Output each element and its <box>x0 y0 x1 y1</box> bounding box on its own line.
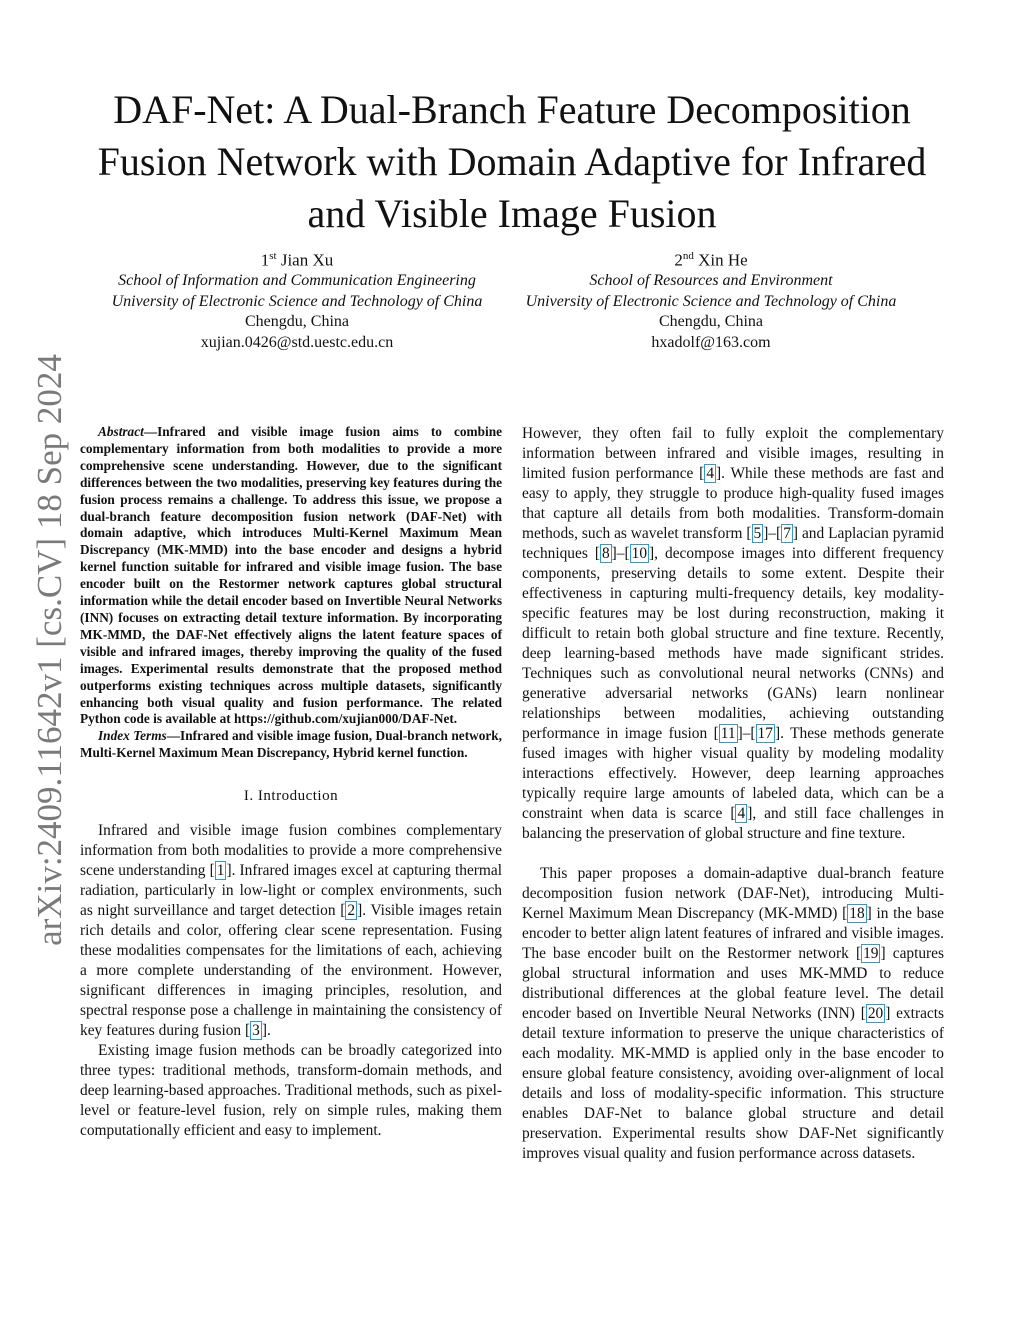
paragraph-text: in the base encoder to better align latent features of infrared and visible images. The base encoder built on the Restormer network <box>522 905 944 962</box>
citation-link[interactable]: 20 <box>867 1005 884 1022</box>
citation-link[interactable]: 2 <box>347 902 356 920</box>
paragraph-text: Infrared and visible image fusion combines complementary information from both modalities to provide a more comprehensive scene understanding <box>80 822 502 880</box>
author-ordinal-suffix: nd <box>682 250 694 262</box>
paragraph-text: , decompose images into different frequency components, preserving details to some extent. Despite their effectiveness in capturing multi-frequency details, key modality-specific features may be lost during reconstruction, making it difficult to retain both global structure and fine texture. Recently, deep learning-based methods have made significant strides. Techniques such as convolutional neural networks (CNNs) and generative adversarial networks (GANs) learn nonlinear relationships between modalities, achieving outstanding performance in image fusion <box>522 545 944 742</box>
paragraph-text: . While these methods are fast and easy to apply, they struggle to produce high-quality fused images that capture all details from both modalities. Transform-domain methods, such as wavelet transform <box>522 465 944 542</box>
paragraph-text: captures global structural information and uses MK-MMD to reduce distributional differences at the global feature level. The detail encoder based on Invertible Neural Networks (INN) <box>522 945 945 1022</box>
arxiv-identifier-stamp <box>20 350 80 950</box>
paper-title: DAF-Net: A Dual-Branch Feature Decomposition Fusion Network with Domain Adaptive for Infrared and Visible Image Fusion <box>97 87 927 236</box>
author-email[interactable]: hxadolf@163.com <box>651 333 771 351</box>
citation-link[interactable]: 3 <box>252 1022 260 1040</box>
citation-link[interactable]: 19 <box>863 945 879 962</box>
intro-paragraph-1: Infrared and visible image fusion combines complementary information from both modalities to provide a more comprehensive scene understanding [ 1 ]. Infrared images excel at capturing thermal radiation, particularly in low-light or complex environments, such as night surveillance and target detection [ 2 ]. Visible images retain rich details and color, offering clear scene representation. Fusing these modalities compensates for the limitations of each, achieving a more complete understanding of the environment. However, significant differences in imaging principles, resolution, and spectral response pose a challenge in maintaining the consistency of key features during fusion [ 3 ]. <box>80 822 502 1040</box>
index-terms-text: Infrared and visible image fusion, Dual-branch network, Multi-Kernel Maximum Mean Discrepancy, Hybrid kernel function. <box>80 728 502 761</box>
paragraph-text: , and still face challenges in balancing the preservation of global structure and fine texture. <box>522 805 944 842</box>
citation-link[interactable]: 8 <box>601 545 610 562</box>
paragraph-text: – <box>616 545 625 562</box>
right-column <box>522 424 944 1164</box>
citation-link[interactable]: 5 <box>753 525 762 542</box>
author-block-1 <box>82 246 512 353</box>
citation-link[interactable]: 4 <box>706 465 715 482</box>
paragraph-text: – <box>742 725 751 742</box>
index-terms-label: Index Terms <box>98 728 167 744</box>
abstract <box>80 424 502 728</box>
citation-link[interactable]: 4 <box>737 805 746 822</box>
intro-paragraph-3: However, they often fail to fully exploit the complementary information between infrared and visible images, resulting in limited fusion performance [ 4 ]. While these methods are fast and easy to apply, they struggle to produce high-quality fused images that capture all details from both modalities. Transform-domain methods, such as wavelet transform [ 5 ]–[ 7 ] and Laplacian pyramid techniques [ 8 ]–[ 10 ], decompose images into different frequency components, preserving details to some extent. Despite their effectiveness in capturing multi-frequency details, key modality-specific features may be lost during reconstruction, making it difficult to retain both global structure and fine texture. Recently, deep learning-based methods have made significant strides. Techniques such as convolutional neural networks (CNNs) and generative adversarial networks (GANs) learn nonlinear relationships between modalities, achieving outstanding performance in image fusion [ 11 ]–[ 17 ]. These methods generate fused images with higher visual quality by modeling modality interactions effectively. However, deep learning approaches typically require large amounts of labeled data, which can be a constraint when data is scarce [ 4 ], and still face challenges in balancing the preservation of global structure and fine texture. <box>522 425 944 842</box>
paragraph-text: . These methods generate fused images with higher visual quality by modeling modality interactions effectively. However, deep learning approaches typically require large amounts of labeled data, which can be a constraint when data is scarce <box>522 725 944 822</box>
paragraph-text: This paper proposes a domain-adaptive dual-branch feature decomposition fusion network (DAF-Net), introducing Multi-Kernel Maximum Mean Discrepancy (MK-MMD) <box>522 865 944 922</box>
author-city: Chengdu, China <box>659 313 763 331</box>
citation-link[interactable]: 1 <box>216 862 225 880</box>
paragraph-text: However, they often fail to fully exploit the complementary information between infrared and visible images, resulting in limited fusion performance <box>522 425 944 482</box>
abstract-label: Abstract <box>98 424 144 439</box>
author-university: University of Electronic Science and Technology of China <box>525 292 897 310</box>
intro-paragraph-2: Existing image fusion methods can be broadly categorized into three types: traditional methods, transform-domain methods, and deep learning-based approaches. Traditional methods, such as pixel-level or feature-level fusion, rely on simple rules, making them computationally efficient and easy to implement. <box>80 1042 502 1140</box>
citation-link[interactable]: 7 <box>783 525 791 542</box>
section-heading-introduction: I. Introduction <box>243 788 339 805</box>
author-city: Chengdu, China <box>245 313 349 331</box>
author-name: Xin He <box>698 250 748 270</box>
index-terms <box>80 728 502 762</box>
abstract-dash: — <box>143 424 158 439</box>
paragraph-text: and Laplacian pyramid techniques <box>522 525 944 562</box>
citation-link[interactable]: 10 <box>631 545 648 562</box>
author-ordinal: 1 <box>260 250 270 270</box>
author-department: School of Information and Communication Engineering <box>118 272 476 290</box>
arxiv-identifier-text: arXiv:2409.11642v1 [cs.CV] 18 Sep 2024 <box>30 354 69 946</box>
author-name-line <box>82 246 512 271</box>
author-department: School of Resources and Environment <box>589 272 833 290</box>
author-ordinal-suffix: st <box>269 250 277 262</box>
citation-link[interactable]: 17 <box>757 725 773 742</box>
intro-paragraph-4: This paper proposes a domain-adaptive dual-branch feature decomposition fusion network (DAF-Net), introducing Multi-Kernel Maximum Mean Discrepancy (MK-MMD) [ 18 ] in the base encoder to better align latent features of infrared and visible images. The base encoder built on the Restormer network [ 19 ] captures global structural information and uses MK-MMD to reduce distributional differences at the global feature level. The detail encoder based on Invertible Neural Networks (INN) [ 20 ] extracts detail texture information to preserve the unique characteristics of each modality. MK-MMD is applied only in the base encoder to ensure global feature consistency, avoiding over-alignment of local details and loss of modality-specific information. This structure enables DAF-Net to balance global structure and detail preservation. Experimental results show DAF-Net significantly improves visual quality and fusion performance across datasets. <box>522 865 945 1162</box>
paragraph-text: . <box>266 1022 271 1040</box>
citation-link[interactable]: 11 <box>720 725 736 742</box>
paragraph-text: . Visible images retain rich details and color, offering clear scene representation. Fusing these modalities compensates for the limitations of each, achieving a more complete understanding of the environment. However, significant differences in imaging principles, resolution, and spectral response pose a challenge in maintaining the consistency of key features during fusion <box>80 902 502 1040</box>
author-email[interactable]: xujian.0426@std.uestc.edu.cn <box>200 333 394 351</box>
left-column <box>80 424 502 1141</box>
author-university: University of Electronic Science and Technology of China <box>111 292 483 310</box>
author-name: Jian Xu <box>280 250 334 270</box>
author-ordinal: 2 <box>674 250 683 270</box>
author-name-line <box>506 246 916 271</box>
index-terms-dash: — <box>166 728 181 744</box>
citation-link[interactable]: 18 <box>849 905 865 922</box>
paragraph-text: extracts detail texture information to preserve the unique characteristics of each modality. MK-MMD is applied only in the base encoder to ensure global feature consistency, avoiding over-alignment of local details and loss of modality-specific information. This structure enables DAF-Net to balance global structure and detail preservation. Experimental results show DAF-Net significantly improves visual quality and fusion performance across datasets. <box>522 1005 945 1162</box>
paragraph-text: – <box>768 525 777 542</box>
author-block-2 <box>506 246 916 353</box>
abstract-text: Infrared and visible image fusion aims to combine complementary information from both modalities to provide a more comprehensive scene understanding. However, due to the significant differences between the two modalities, preserving key features during the fusion process remains a challenge. To address this issue, we propose a dual-branch feature decomposition fusion network (DAF-Net) with domain adaptive, which introduces Multi-Kernel Maximum Mean Discrepancy (MK-MMD) into the base encoder and designs a hybrid kernel function suitable for infrared and visible image fusion. The base encoder built on the Restormer network captures global structural information while the detail encoder based on Invertible Neural Networks (INN) focuses on extracting detail texture information. By incorporating MK-MMD, the DAF-Net effectively aligns the latent feature spaces of visible and infrared images, thereby improving the quality of the fused images. Experimental results demonstrate that the proposed method outperforms existing techniques across multiple datasets, significantly enhancing both visual quality and fusion performance. The related Python code is available at https://github.com/xujian000/DAF-Net. <box>80 424 502 727</box>
paragraph-text: . Infrared images excel at capturing thermal radiation, particularly in low-light or complex environments, such as night surveillance and target detection <box>80 862 502 920</box>
